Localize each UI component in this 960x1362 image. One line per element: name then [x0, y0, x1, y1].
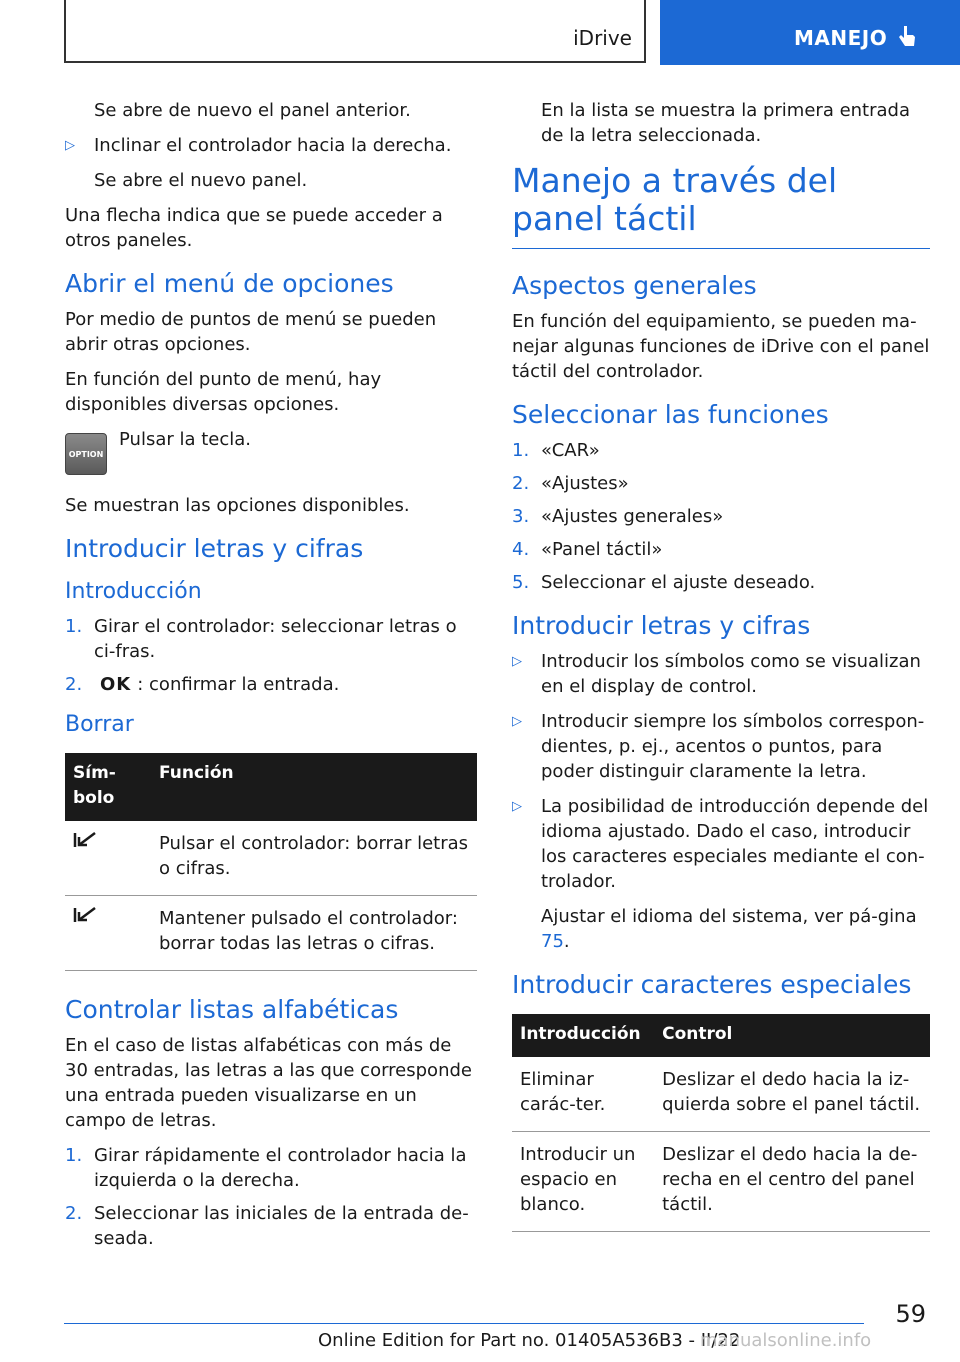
list-item-text: Inclinar el controlador hacia la derecha.: [94, 135, 452, 156]
list-item: [512, 570, 930, 595]
table-cell: Pulsar el controlador: borrar letras o cifras.: [151, 821, 477, 896]
table-cell: Deslizar el dedo hacia la iz-quierda sobre el panel táctil.: [654, 1057, 930, 1132]
paragraph: Por medio de puntos de menú se pueden abrir otras opciones.: [65, 309, 437, 355]
list-item: [512, 504, 930, 529]
period: .: [563, 931, 570, 952]
list-number: 5.: [512, 572, 530, 593]
list-item-text: «Panel táctil»: [541, 539, 663, 560]
table-cell: Deslizar el dedo hacia la de-recha en el centro del panel táctil.: [654, 1132, 930, 1232]
paragraph: Una flecha indica que se puede acceder a otros paneles.: [65, 205, 443, 251]
table-header: Control: [654, 1014, 930, 1057]
header-chapter: MANEJO: [794, 26, 888, 50]
list-item-text: Girar rápidamente el controlador hacia la izquierda o la derecha.: [94, 1145, 467, 1191]
option-button-icon: OPTION: [65, 433, 107, 475]
page-number: 59: [895, 1300, 926, 1328]
list-item-text: : confirmar la entrada.: [137, 674, 340, 695]
footer-divider: [64, 1323, 864, 1324]
paragraph: Se abre de nuevo el panel anterior.: [94, 100, 411, 121]
delete-arrow-icon: [73, 906, 99, 924]
table-row: [512, 1132, 930, 1232]
list-item: [65, 614, 477, 664]
list-item-text: «CAR»: [541, 440, 600, 461]
list-item-text: Girar el controlador: seleccionar letras o ci-fras.: [94, 616, 457, 662]
list-item-text: «Ajustes generales»: [541, 506, 724, 527]
list-item: [65, 672, 477, 697]
table-header: Introducción: [512, 1014, 654, 1057]
list-number: 2.: [65, 1203, 83, 1224]
list-item-text: «Ajustes»: [541, 473, 629, 494]
list-number: 1.: [512, 440, 530, 461]
list-number: 2.: [512, 473, 530, 494]
list-item: [65, 133, 477, 158]
table-header: Sím-bolo: [65, 753, 151, 821]
watermark: manualsonline.info: [700, 1330, 872, 1351]
header-frame: [64, 0, 646, 63]
heading-delete: Borrar: [65, 712, 134, 737]
header-section: iDrive: [573, 26, 632, 50]
heading-intro: Introducción: [65, 579, 202, 604]
triangle-bullet-icon: ▷: [512, 654, 522, 669]
list-item-text: Introducir siempre los símbolos correspon-dientes, p. ej., acentos o puntos, para poder distinguir claramente la letra.: [541, 711, 925, 782]
table-cell: [65, 896, 151, 971]
page-link[interactable]: 75: [541, 931, 564, 952]
list-item: [512, 709, 930, 784]
list-item: [65, 1143, 477, 1193]
list-item: [512, 471, 930, 496]
table-row: [65, 821, 477, 896]
table-row: [512, 1057, 930, 1132]
paragraph: Se muestran las opciones disponibles.: [65, 495, 410, 516]
hand-pointer-icon: [896, 24, 918, 50]
heading-letters-touch: Introducir letras y cifras: [512, 611, 811, 640]
paragraph: Pulsar la tecla.: [119, 429, 252, 450]
triangle-bullet-icon: ▷: [65, 138, 75, 153]
delete-table: [65, 753, 477, 971]
special-chars-table: [512, 1014, 930, 1232]
paragraph: Se abre el nuevo panel.: [94, 170, 308, 191]
heading-alpha: Controlar listas alfabéticas: [65, 995, 399, 1024]
heading-special: Introducir caracteres especiales: [512, 970, 912, 999]
heading-select: Seleccionar las funciones: [512, 400, 829, 429]
list-item-text: Introducir los símbolos como se visualizan en el display de control.: [541, 651, 921, 697]
heading-letters: Introducir letras y cifras: [65, 534, 364, 563]
list-number: 2.: [65, 674, 83, 695]
list-item: [512, 537, 930, 562]
triangle-bullet-icon: ▷: [512, 799, 522, 814]
paragraph: [512, 904, 930, 954]
list-number: 4.: [512, 539, 530, 560]
paragraph: En el caso de listas alfabéticas con más de 30 entradas, las letras a las que corresponde una entrada pueden visualizarse en un campo de letras.: [65, 1035, 472, 1131]
list-item-text: La posibilidad de introducción depende del idioma ajustado. Dado el caso, introducir los caracteres especiales mediante el con-trolador.: [541, 796, 929, 892]
list-number: 1.: [65, 616, 83, 637]
list-number: 1.: [65, 1145, 83, 1166]
table-cell: Eliminar carác-ter.: [512, 1057, 654, 1132]
table-cell: [65, 821, 151, 896]
option-key-instruction: [65, 427, 477, 475]
list-item-text: Seleccionar las iniciales de la entrada de-seada.: [94, 1203, 469, 1249]
header-chapter-tab: [660, 0, 960, 65]
ok-button-icon: OK: [100, 674, 132, 695]
list-item: [65, 1201, 477, 1251]
paragraph: En la lista se muestra la primera entrada de la letra seleccionada.: [541, 100, 910, 146]
cross-reference-text: Ajustar el idioma del sistema, ver pá-gina: [541, 906, 917, 927]
footer-edition: Online Edition for Part no. 01405A536B3 - II/22: [318, 1330, 741, 1351]
paragraph: En función del punto de menú, hay disponibles diversas opciones.: [65, 369, 382, 415]
heading-touchpad: Manejo a través del panel táctil: [512, 162, 930, 249]
list-number: 3.: [512, 506, 530, 527]
list-item: [512, 649, 930, 699]
heading-general: Aspectos generales: [512, 271, 757, 300]
heading-options: Abrir el menú de opciones: [65, 269, 394, 298]
triangle-bullet-icon: ▷: [512, 714, 522, 729]
table-header: Función: [151, 753, 477, 821]
paragraph: En función del equipamiento, se pueden ma-nejar algunas funciones de iDrive con el panel táctil del controlador.: [512, 311, 930, 382]
table-cell: Introducir un espacio en blanco.: [512, 1132, 654, 1232]
right-column: [512, 98, 930, 1232]
left-column: [65, 98, 477, 1259]
table-row: [65, 896, 477, 971]
delete-arrow-icon: [73, 831, 99, 849]
list-item: [512, 794, 930, 894]
list-item: [512, 438, 930, 463]
table-cell: Mantener pulsado el controlador: borrar todas las letras o cifras.: [151, 896, 477, 971]
list-item-text: Seleccionar el ajuste deseado.: [541, 572, 816, 593]
